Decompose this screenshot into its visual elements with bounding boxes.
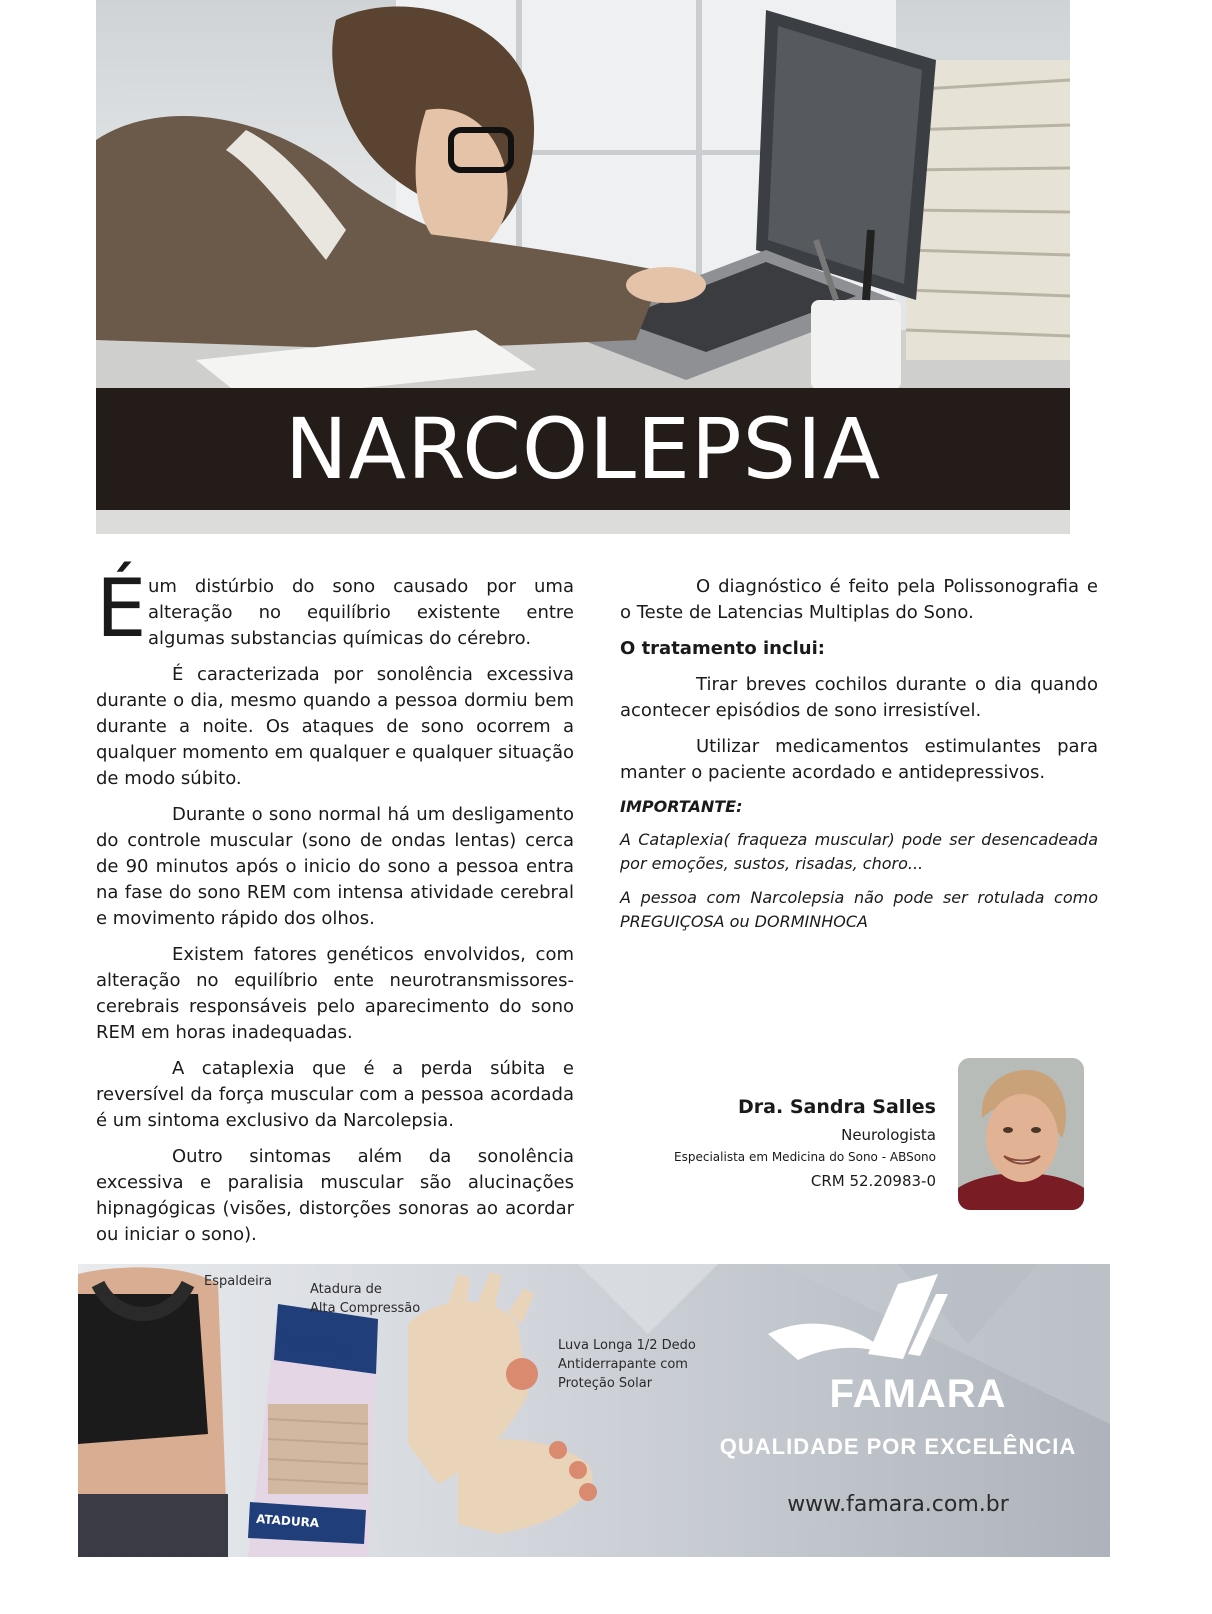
diagnosis-paragraph: O diagnóstico é feito pela Polissonografia e o Teste de Latencias Multiplas do Sono. xyxy=(620,576,1098,623)
important-note: A Cataplexia( fraqueza muscular) pode ser desencadeada por emoções, sustos, risadas, choro... xyxy=(620,830,1098,873)
author-crm: CRM 52.20983-0 xyxy=(810,1172,936,1190)
author-name: Dra. Sandra Salles xyxy=(738,1096,936,1118)
author-photo xyxy=(958,1058,1084,1210)
important-note: A pessoa com Narcolepsia não pode ser rotulada como PREGUIÇOSA ou DORMINHOCA xyxy=(620,888,1098,931)
brand-name: FAMARA xyxy=(829,1372,1007,1416)
drop-cap: É xyxy=(96,562,147,655)
author-portrait-illustration xyxy=(958,1058,1084,1210)
author-specialty: Neurologista xyxy=(841,1126,936,1144)
article-paragraph: Outro sintomas além da sonolência excessiva e paralisia muscular são alucinações hipnagógicas (visões, distorções sonoras ao acordar ou iniciar o sono). xyxy=(96,1146,574,1245)
intro-text: um distúrbio do sono causado por uma alteração no equilíbrio existente entre algumas substancias químicas do cérebro. xyxy=(148,576,574,649)
package-brand: FAMARA xyxy=(277,1330,354,1361)
treatment-item: Tirar breves cochilos durante o dia quando acontecer episódios de sono irresistível. xyxy=(620,674,1098,721)
page-title: NARCOLEPSIA xyxy=(284,400,882,498)
product-label-luva-1: Luva Longa 1/2 Dedo xyxy=(558,1338,696,1353)
package-label: ATADURA xyxy=(255,1511,320,1531)
article-paragraph: A cataplexia que é a perda súbita e reversível da força muscular com a pessoa acordada é um sintoma exclusivo da Narcolepsia. xyxy=(96,1058,574,1131)
product-label-atadura-2: Alta Compressão xyxy=(310,1301,421,1316)
famara-advertisement xyxy=(78,1264,1110,1557)
article-paragraph: É caracterizada por sonolência excessiva durante o dia, mesmo quando a pessoa dormiu bem durante a noite. Os ataques de sono ocorrem a qualquer momento em qualquer e qualquer situação de modo súbito. xyxy=(96,664,574,789)
important-heading: IMPORTANTE: xyxy=(620,797,743,816)
product-label-luva-2: Antiderrapante com xyxy=(558,1357,688,1372)
author-certification: Especialista em Medicina do Sono - ABSono xyxy=(674,1150,936,1164)
brand-tagline: QUALIDADE POR EXCELÊNCIA xyxy=(719,1434,1077,1459)
intro-paragraph xyxy=(96,562,574,655)
article-right-column xyxy=(620,574,1098,944)
article-paragraph: Durante o sono normal há um desligamento do controle muscular (sono de ondas lentas) cerca de 90 minutos após o inicio do sono a pessoa entra na fase do sono REM com intensa atividade cerebral e movimento rápido dos olhos. xyxy=(96,804,574,929)
hero-image xyxy=(96,0,1070,534)
product-label-atadura-1: Atadura de xyxy=(310,1282,382,1297)
brand-website[interactable]: www.famara.com.br xyxy=(787,1492,1009,1517)
article-left-column xyxy=(96,562,574,1258)
product-label-espaldeira: Espaldeira xyxy=(204,1274,272,1289)
article-paragraph: Existem fatores genéticos envolvidos, com alteração no equilíbrio ente neurotransmissores-cerebrais responsáveis pelo aparecimento do sono REM em horas inadequadas. xyxy=(96,944,574,1043)
treatment-item: Utilizar medicamentos estimulantes para manter o paciente acordado e antidepressivos. xyxy=(620,736,1098,783)
treatment-heading: O tratamento inclui: xyxy=(620,638,825,659)
product-label-luva-3: Proteção Solar xyxy=(558,1376,653,1391)
